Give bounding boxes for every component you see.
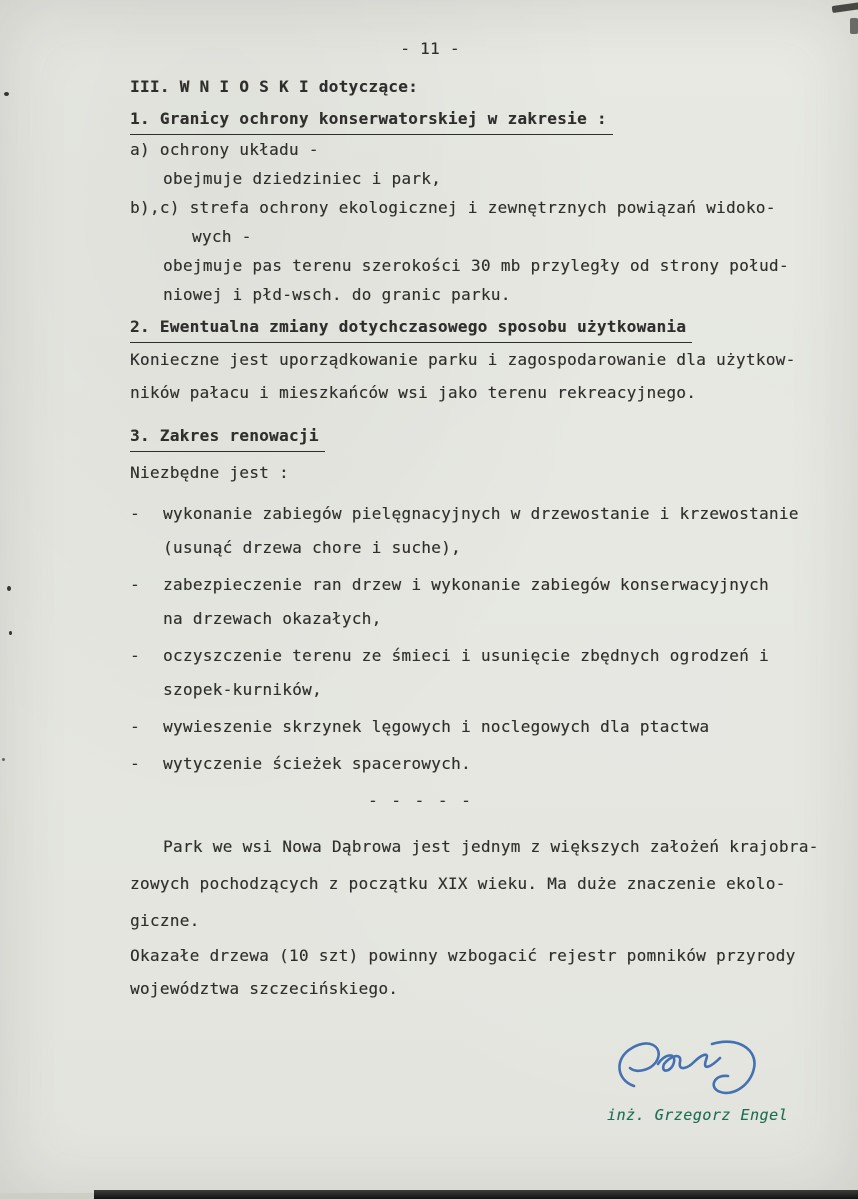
text-line: niowej i płd-wsch. do granic parku. (163, 285, 511, 304)
bullet-marker: - (130, 754, 140, 773)
section-1 (130, 104, 836, 309)
scan-corner-artifact (850, 18, 858, 34)
bullet-list (130, 497, 836, 781)
text-line: województwa szczecińskiego. (130, 979, 399, 998)
signatory-name: inż. Grzegorz Engel (607, 1106, 789, 1124)
text-line: wytyczenie ścieżek spacerowych. (163, 754, 471, 773)
text-line: Okazałe drzewa (10 szt) powinny wzbogacić rejestr pomników przyrody (130, 946, 796, 965)
text-line: wykonanie zabiegów pielęgnacyjnych w drzewostanie i krzewostanie (163, 504, 799, 523)
scan-speck (7, 586, 11, 591)
text-line: oczyszczenie terenu ze śmieci i usunięcie zbędnych ogrodzeń i (163, 646, 769, 665)
text-line: szopek-kurników, (163, 680, 322, 699)
text-line: wych - (192, 227, 252, 246)
text-line: ników pałacu i mieszkańców wsi jako terenu rekreacyjnego. (130, 383, 697, 402)
signature-scribble-icon (600, 1028, 775, 1113)
bullet-marker: - (130, 717, 140, 736)
scan-edge-artifact (94, 1190, 858, 1199)
handwritten-signature (600, 1028, 775, 1113)
text-line: a) ochrony układu - (130, 140, 319, 159)
section-1-heading: 1. Granicy ochrony konserwatorskiej w zakresie : (130, 104, 836, 135)
text-line: Niezbędne jest : (130, 463, 289, 482)
text-line: Park we wsi Nowa Dąbrowa jest jednym z większych założeń krajobra- (163, 837, 819, 856)
list-item (130, 747, 836, 781)
section-2-heading: 2. Ewentualna zmiany dotychczasowego sposobu użytkowania (130, 312, 836, 343)
scan-edge-artifact (0, 1193, 94, 1199)
list-item (130, 497, 836, 565)
section-3-heading: 3. Zakres renowacji (130, 421, 836, 452)
text-line: na drzewach okazałych, (163, 609, 382, 628)
list-item (130, 568, 836, 636)
page-number: - 11 - (400, 39, 460, 58)
scan-speck (9, 631, 12, 635)
text-line: obejmuje dziedziniec i park, (163, 169, 442, 188)
list-item (130, 639, 836, 707)
scan-corner-artifact (832, 2, 858, 13)
text-line: (usunąć drzewa chore i suche), (163, 538, 461, 557)
scan-speck (4, 92, 9, 96)
text-line: Konieczne jest uporządkowanie parku i zagospodarowanie dla użytkow- (130, 350, 796, 369)
bullet-marker: - (130, 504, 140, 523)
list-item (130, 710, 836, 744)
section-separator: - - - - - (368, 791, 473, 810)
closing-paragraph-1 (130, 828, 836, 939)
text-line: wywieszenie skrzynek lęgowych i noclegowych dla ptactwa (163, 717, 710, 736)
text-line: b),c) strefa ochrony ekologicznej i zewnętrznych powiązań widoko- (130, 198, 776, 217)
bullet-marker: - (130, 575, 140, 594)
closing-paragraph-2 (130, 939, 836, 1005)
scan-speck (2, 758, 5, 761)
document-title: III. W N I O S K I dotyczące: (130, 77, 419, 96)
section-2 (130, 312, 836, 409)
text-line: zowych pochodzących z początku XIX wieku. Ma duże znaczenie ekolo- (130, 874, 786, 893)
bullet-marker: - (130, 646, 140, 665)
text-line: zabezpieczenie ran drzew i wykonanie zabiegów konserwacyjnych (163, 575, 769, 594)
text-line: giczne. (130, 911, 200, 930)
document-body (130, 34, 836, 1005)
text-line: obejmuje pas terenu szerokości 30 mb przyległy od strony połud- (163, 256, 789, 275)
section-3 (130, 421, 836, 781)
